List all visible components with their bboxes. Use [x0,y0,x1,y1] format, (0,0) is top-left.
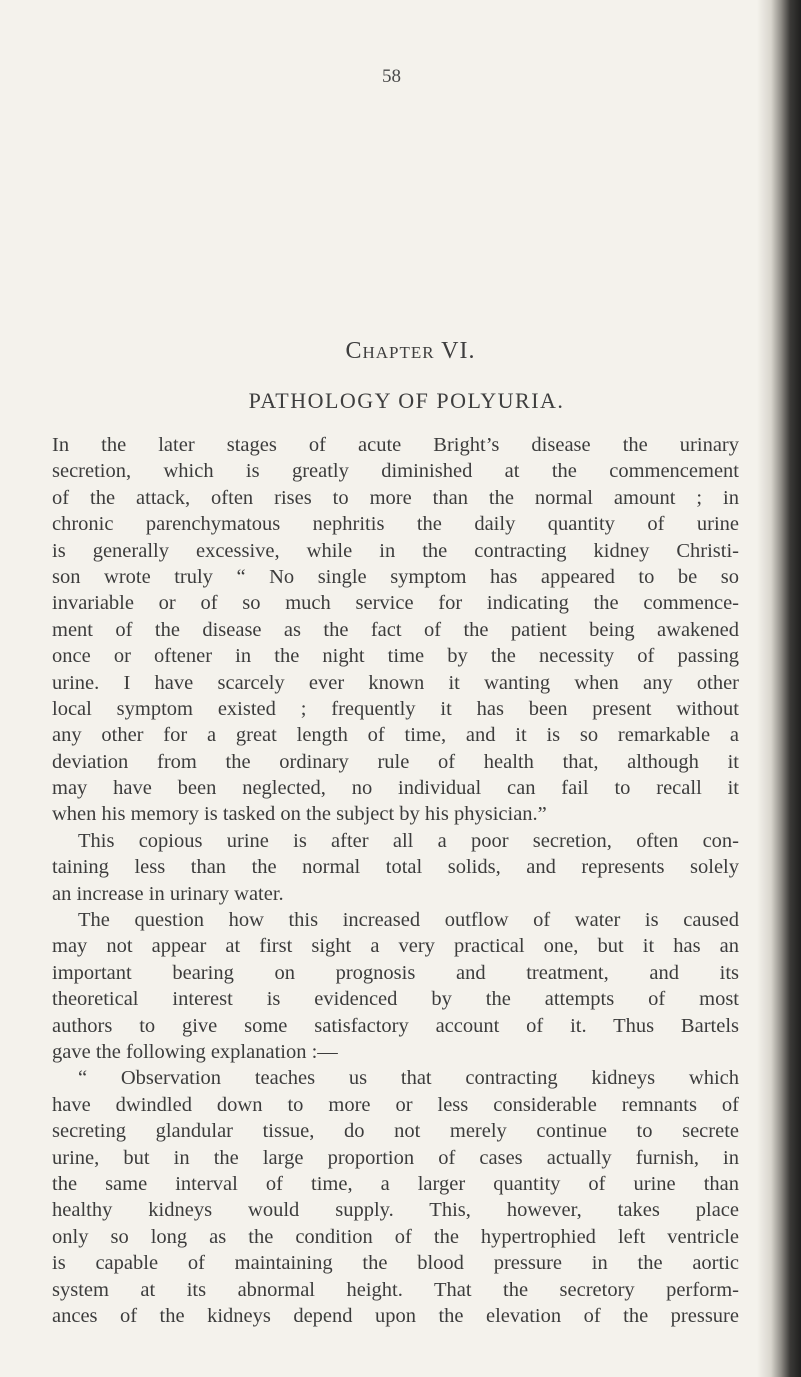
page-binding-shadow [757,0,801,1377]
text-line: secreting glandular tissue, do not merely continue to secrete [52,1120,739,1143]
text-line: only so long as the condition of the hypertrophied left ventricle [52,1225,739,1248]
text-line: once or oftener in the night time by the necessity of passing [52,645,739,668]
text-line: theoretical interest is evidenced by the attempts of most [52,988,739,1011]
text-line: secretion, which is greatly diminished at the commencement [52,460,739,483]
text-line: is generally excessive, while in the contracting kidney Christi- [52,539,739,562]
text-line: urine. I have scarcely ever known it wanting when any other [52,671,739,694]
text-line: gave the following explanation :— [52,1040,338,1063]
text-line: an increase in urinary water. [52,882,284,905]
text-line: local symptom existed ; frequently it has been present without [52,697,739,720]
text-line: This copious urine is after all a poor secretion, often con- [78,829,739,852]
text-line: may not appear at first sight a very practical one, but it has an [52,935,739,958]
text-line: of the attack, often rises to more than the normal amount ; in [52,486,739,509]
text-line: In the later stages of acute Bright’s disease the urinary [52,434,739,456]
text-line: “ Observation teaches us that contracting kidneys which [78,1067,739,1090]
text-line: deviation from the ordinary rule of health that, although it [52,750,739,773]
text-line: healthy kidneys would supply. This, however, takes place [52,1199,739,1222]
text-line: is capable of maintaining the blood pressure in the aortic [52,1252,739,1275]
body-text [52,432,739,1329]
text-line: ances of the kidneys depend upon the elevation of the pressure [52,1304,739,1327]
page-number: 58 [382,66,401,87]
text-line: any other for a great length of time, and it is so remarkable a [52,724,739,747]
chapter-heading: Chapter VI. [345,338,476,364]
text-line: system at its abnormal height. That the secretory perform- [52,1278,739,1301]
text-line: the same interval of time, a larger quantity of urine than [52,1172,739,1195]
text-line: when his memory is tasked on the subject by his physician.” [52,803,547,826]
text-line: The question how this increased outflow of water is caused [78,909,739,932]
text-line: have dwindled down to more or less considerable remnants of [52,1093,739,1116]
text-line: chronic parenchymatous nephritis the daily quantity of urine [52,513,739,536]
section-title: PATHOLOGY OF POLYURIA. [248,388,565,413]
text-line: son wrote truly “ No single symptom has appeared to be so [52,565,739,588]
text-line: may have been neglected, no individual can fail to recall it [52,777,739,800]
text-line: important bearing on prognosis and treatment, and its [52,961,739,984]
text-line: invariable or of so much service for indicating the commence- [52,592,739,615]
text-line: taining less than the normal total solids, and represents solely [52,856,739,879]
text-line: ment of the disease as the fact of the patient being awakened [52,618,739,641]
text-line: authors to give some satisfactory account of it. Thus Bartels [52,1014,739,1037]
text-line: urine, but in the large proportion of cases actually furnish, in [52,1146,739,1169]
